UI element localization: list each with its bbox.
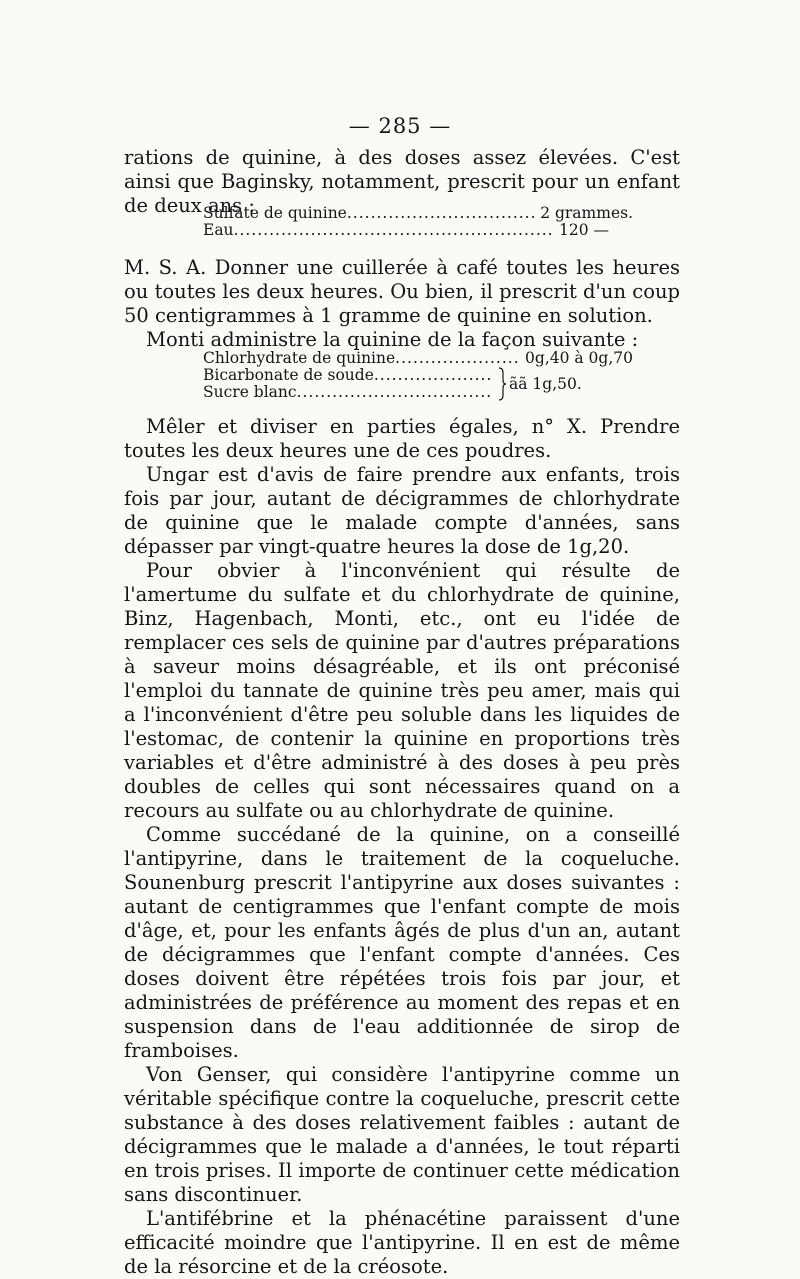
prescription-line (203, 350, 633, 367)
dot-leader (234, 222, 553, 239)
ingredient-name: Sucre blanc (203, 383, 297, 401)
dot-leader (374, 367, 493, 384)
prescription-baginsky (203, 205, 633, 239)
shared-dose: ãã 1g,50. (509, 375, 582, 393)
paragraph-msa: M. S. A. Donner une cuillerée à café toutes les heures ou toutes les deux heures. Ou bien, il prescrit d'un coup 50 centigrammes à 1 gramme de quinine en solution. (124, 256, 680, 327)
ingredient-name: Bicarbonate de soude (203, 366, 374, 384)
text-block-main (124, 415, 680, 1279)
prescription-line (203, 205, 633, 222)
ingredient-dose: 120 — (559, 221, 610, 239)
paragraph-ungar: Ungar est d'avis de faire prendre aux enfants, trois fois par jour, autant de décigrammes de chlorhydrate de quinine que le malade compte d'années, sans dépasser par vingt-quatre heures la dose de 1g,20. (124, 463, 680, 558)
ingredient-name: Eau (203, 221, 234, 239)
paragraph-meler: Mêler et diviser en parties égales, n° X. Prendre toutes les deux heures une de ces poudres. (124, 415, 680, 462)
ingredient-name: Sulfate de quinine (203, 204, 347, 222)
prescription-line (203, 384, 493, 401)
dot-leader (347, 205, 534, 222)
ingredient-name: Chlorhydrate de quinine (203, 349, 396, 367)
ingredient-dose: 2 grammes. (540, 204, 633, 222)
prescription-line (203, 367, 493, 384)
grouped-ingredients (203, 367, 633, 401)
text-block-middle (124, 256, 680, 352)
dot-leader (395, 350, 519, 367)
paragraph-monti: Monti administre la quinine de la façon suivante : (146, 328, 639, 351)
page-number: — 285 — (348, 114, 452, 138)
paragraph-genser: Von Genser, qui considère l'antipyrine comme un véritable spécifique contre la coqueluche, prescrit cette substance à des doses relativement faibles : autant de décigrammes que le malade a d'années, le tout réparti en trois prises. Il importe de continuer cette médication sans discontinuer. (124, 1063, 680, 1206)
paragraph-intro: rations de quinine, à des doses assez élevées. C'est ainsi que Baginsky, notamment, prescrit pour un enfant de deux ans : (124, 146, 680, 217)
curly-brace-icon (497, 367, 507, 401)
paragraph-antifebrine: L'antifébrine et la phénacétine paraissent d'une efficacité moindre que l'antipyrine. Il en est de même de la résorcine et de la créosote. (124, 1207, 680, 1278)
prescription-monti (203, 350, 633, 401)
paragraph-comme: Comme succédané de la quinine, on a conseillé l'antipyrine, dans le traitement de la coqueluche. Sounenburg prescrit l'antipyrine aux doses suivantes : autant de centigrammes que l'enfant compte de mois d'âge, et, pour les enfants âgés de plus d'un an, autant de décigrammes que l'enfant compte d'années. Ces doses doivent être répétées trois fois par jour, et administrées de préférence au moment des repas et en suspension dans de l'eau additionnée de sirop de framboises. (124, 823, 680, 1062)
dot-leader (297, 384, 493, 401)
paragraph-obvier: Pour obvier à l'inconvénient qui résulte de l'amertume du sulfate et du chlorhydrate de quinine, Binz, Hagenbach, Monti, etc., ont eu l'idée de remplacer ces sels de quinine par d'autres préparations à saveur moins désagréable, et ils ont préconisé l'emploi du tannate de quinine très peu amer, mais qui a l'inconvénient d'être peu soluble dans les liquides de l'estomac, de contenir la quinine en proportions très variables et d'être administré à des doses à peu près doubles de celles qui sont nécessaires quand on a recours au sulfate ou au chlorhydrate de quinine. (124, 559, 680, 822)
prescription-line (203, 222, 633, 239)
ingredient-dose: 0g,40 à 0g,70 (525, 349, 633, 367)
